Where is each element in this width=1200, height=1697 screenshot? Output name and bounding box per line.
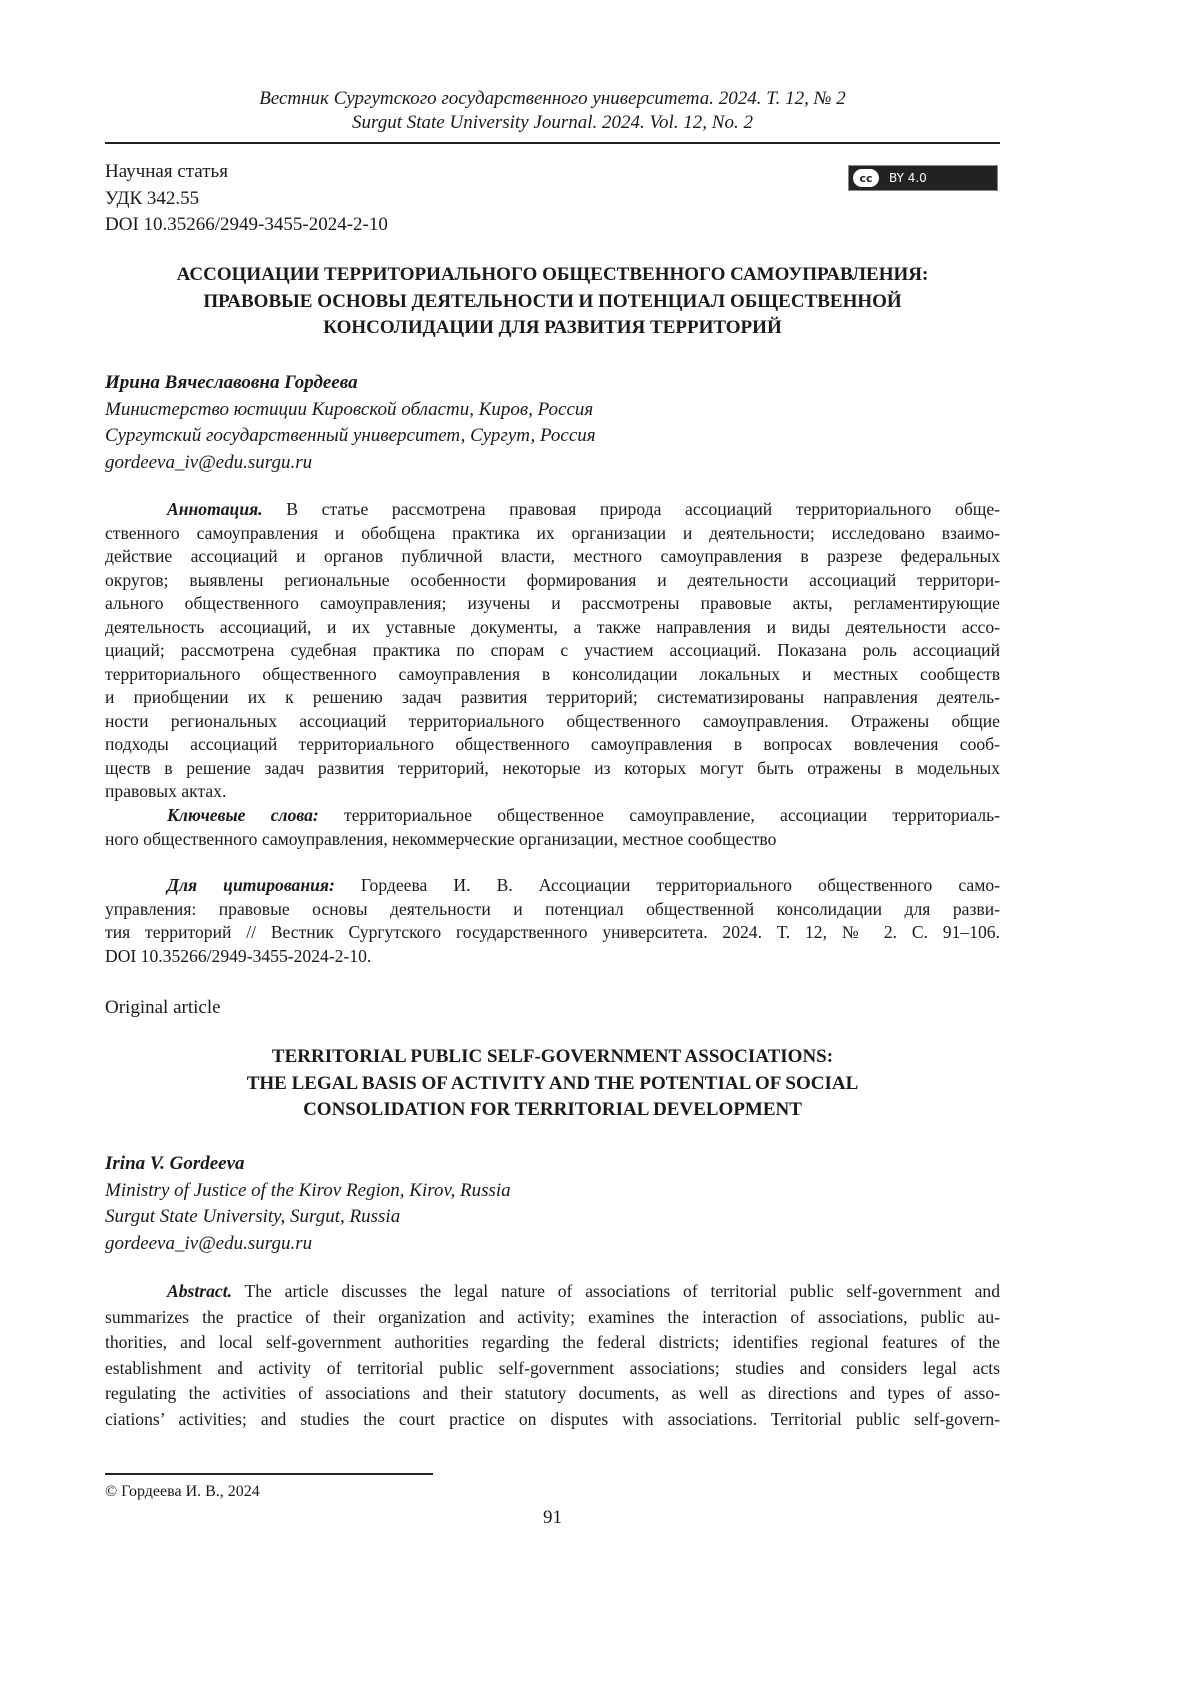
line-text: действие ассоциаций и органов публичной власти, местного самоуправления в разрезе федеральных: [105, 546, 1000, 566]
doi: DOI 10.35266/2949-3455-2024-2-10: [105, 212, 1000, 239]
line-text: деятельность ассоциаций, и их уставные документы, а также направления и виды деятельности ассо-: [105, 617, 1000, 637]
abstract-en: [105, 1279, 1000, 1432]
page-number: 91: [105, 1507, 1000, 1529]
author-name: Ирина Вячеславовна Гордеева: [105, 370, 1000, 397]
header-rule: [105, 142, 1000, 144]
journal-title-en: Surgut State University Journal. 2024. Vol. 12, No. 2: [105, 111, 1000, 135]
text-line: [105, 945, 1000, 969]
text-line: [105, 569, 1000, 593]
abstract-ru: [105, 498, 1000, 804]
text-line: [105, 898, 1000, 922]
author-block-ru: [105, 370, 1000, 476]
section-label: Ключевые слова:: [167, 805, 319, 825]
creative-commons-icon: cc: [851, 167, 881, 189]
text-line: [105, 710, 1000, 734]
title-ru: [105, 262, 1000, 342]
title-en: [105, 1044, 1000, 1124]
text-line: [105, 757, 1000, 781]
keywords-ru: [105, 804, 1000, 851]
article-type-en: Original article: [105, 995, 1000, 1022]
affiliation: Surgut State University, Surgut, Russia: [105, 1204, 1000, 1231]
line-text: thorities, and local self-government authorities regarding the federal districts; identifies regional features of the: [105, 1332, 1000, 1352]
line-text: подходы ассоциаций территориального общественного самоуправления в вопросах вовлечения сооб-: [105, 734, 1000, 754]
udc: УДК 342.55: [105, 186, 1000, 213]
text-line: [105, 663, 1000, 687]
text-line: [105, 1407, 1000, 1433]
line-text: The article discusses the legal nature of associations of territorial public self-government and: [232, 1281, 1000, 1301]
text-line: [105, 498, 1000, 522]
cc-license-badge[interactable]: [848, 165, 998, 191]
text-line: [105, 686, 1000, 710]
article-type: Научная статья: [105, 159, 1000, 186]
line-text: правовых актах.: [105, 781, 226, 801]
text-line: [105, 733, 1000, 757]
text-line: [105, 804, 1000, 828]
line-text: В статье рассмотрена правовая природа ассоциаций территориального обще-: [263, 499, 1000, 519]
text-line: [105, 639, 1000, 663]
section-label: Для цитирования:: [167, 875, 335, 895]
author-email[interactable]: gordeeva_iv@edu.surgu.ru: [105, 450, 1000, 477]
author-name: Irina V. Gordeeva: [105, 1151, 1000, 1178]
author-email[interactable]: gordeeva_iv@edu.surgu.ru: [105, 1231, 1000, 1258]
running-header: [105, 87, 1000, 135]
author-block-en: [105, 1151, 1000, 1257]
line-text: ного общественного самоуправления, некоммерческие организации, местное сообщество: [105, 829, 776, 849]
affiliation: Сургутский государственный университет, Сургут, Россия: [105, 423, 1000, 450]
line-text: ciations’ activities; and studies the court practice on disputes with associations. Territorial public self-govern-: [105, 1409, 1000, 1429]
line-text: ществ в решение задач развития территорий, некоторые из которых могут быть отражены в модельных: [105, 758, 1000, 778]
line-text: тия территорий // Вестник Сургутского государственного университета. 2024. Т. 12, № 2. С. 91–106.: [105, 922, 1000, 942]
text-line: [105, 780, 1000, 804]
journal-title-ru: Вестник Сургутского государственного университета. 2024. Т. 12, № 2: [105, 87, 1000, 111]
text-line: [105, 1279, 1000, 1305]
citation-ru: [105, 874, 1000, 968]
text-line: [105, 1305, 1000, 1331]
line-text: и приобщении их к решению задач развития территорий; систематизированы направления деятель-: [105, 687, 1000, 707]
text-line: [105, 921, 1000, 945]
section-label: Аннотация.: [167, 499, 263, 519]
section-label: Abstract.: [167, 1281, 232, 1301]
text-line: [105, 522, 1000, 546]
line-text: regulating the activities of associations and their statutory documents, as well as directions and types of asso-: [105, 1383, 1000, 1403]
line-text: ности региональных ассоциаций территориального общественного самоуправления. Отражены общие: [105, 711, 1000, 731]
text-line: [105, 616, 1000, 640]
title-line: ПРАВОВЫЕ ОСНОВЫ ДЕЯТЕЛЬНОСТИ И ПОТЕНЦИАЛ ОБЩЕСТВЕННОЙ: [105, 289, 1000, 316]
line-text: Гордеева И. В. Ассоциации территориального общественного само-: [335, 875, 1000, 895]
line-text: территориального общественного самоуправления в консолидации локальных и местных сообществ: [105, 664, 1000, 684]
title-line: КОНСОЛИДАЦИИ ДЛЯ РАЗВИТИЯ ТЕРРИТОРИЙ: [105, 315, 1000, 342]
title-line: THE LEGAL BASIS OF ACTIVITY AND THE POTENTIAL OF SOCIAL: [105, 1071, 1000, 1098]
line-text: DOI 10.35266/2949-3455-2024-2-10.: [105, 946, 371, 966]
text-line: [105, 545, 1000, 569]
title-line: TERRITORIAL PUBLIC SELF-GOVERNMENT ASSOCIATIONS:: [105, 1044, 1000, 1071]
license-label: BY 4.0: [889, 171, 927, 185]
line-text: циаций; рассмотрена судебная практика по спорам с участием ассоциаций. Показана роль ассоциаций: [105, 640, 1000, 660]
line-text: территориальное общественное самоуправление, ассоциации территориаль-: [319, 805, 1000, 825]
line-text: summarizes the practice of their organization and activity; examines the interaction of associations, public au-: [105, 1307, 1000, 1327]
title-line: CONSOLIDATION FOR TERRITORIAL DEVELOPMENT: [105, 1097, 1000, 1124]
text-line: [105, 1330, 1000, 1356]
text-line: [105, 1356, 1000, 1382]
text-line: [105, 1381, 1000, 1407]
affiliation: Ministry of Justice of the Kirov Region, Kirov, Russia: [105, 1178, 1000, 1205]
line-text: ственного самоуправления и обобщена практика их организации и деятельности; исследовано взаимо-: [105, 523, 1000, 543]
line-text: ального общественного самоуправления; изучены и рассмотрены правовые акты, регламентирующие: [105, 593, 1000, 613]
copyright: © Гордеева И. В., 2024: [105, 1482, 1000, 1501]
line-text: establishment and activity of territorial public self-government associations; studies and considers legal acts: [105, 1358, 1000, 1378]
text-line: [105, 592, 1000, 616]
text-line: [105, 874, 1000, 898]
affiliation: Министерство юстиции Кировской области, Киров, Россия: [105, 397, 1000, 424]
line-text: округов; выявлены региональные особенности формирования и деятельности ассоциаций территори-: [105, 570, 1000, 590]
title-line: АССОЦИАЦИИ ТЕРРИТОРИАЛЬНОГО ОБЩЕСТВЕННОГО САМОУПРАВЛЕНИЯ:: [105, 262, 1000, 289]
text-line: [105, 828, 1000, 852]
footnote-rule: [105, 1473, 433, 1475]
line-text: управления: правовые основы деятельности и потенциал общественной консолидации для разви-: [105, 899, 1000, 919]
